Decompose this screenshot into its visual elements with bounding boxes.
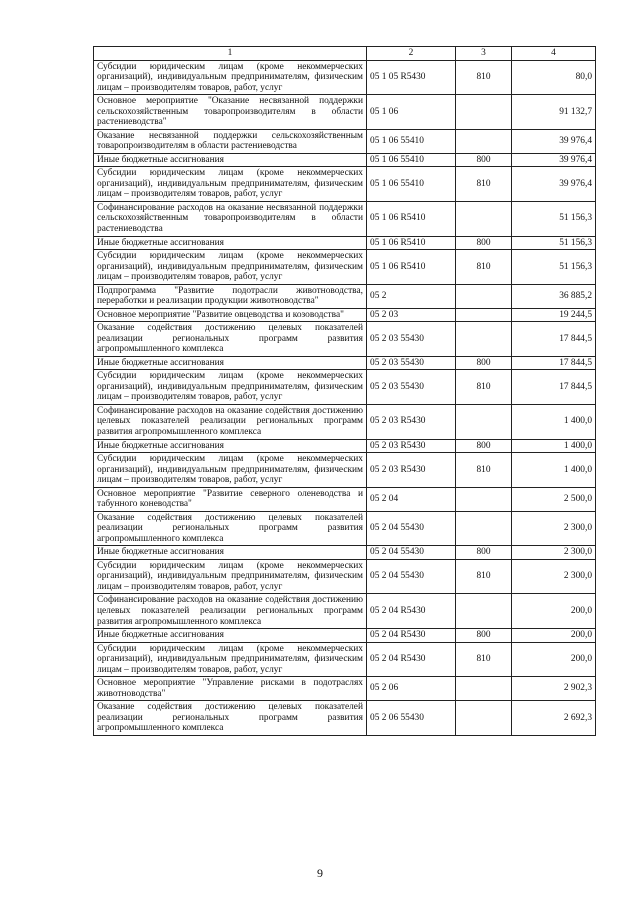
row-type-cell: 810 — [456, 370, 512, 405]
row-type-cell: 800 — [456, 236, 512, 250]
row-code-cell: 05 2 04 R5430 — [367, 594, 456, 629]
row-sum-cell: 200,0 — [512, 629, 596, 643]
row-code-cell: 05 2 04 55430 — [367, 546, 456, 560]
table-row — [94, 356, 596, 370]
table-row — [94, 453, 596, 488]
row-type-cell: 810 — [456, 250, 512, 285]
row-sum-cell: 1 400,0 — [512, 453, 596, 488]
row-sum-cell: 200,0 — [512, 594, 596, 629]
row-type-cell: 810 — [456, 60, 512, 95]
row-name-cell: Иные бюджетные ассигнования — [94, 236, 367, 250]
row-code-cell: 05 1 06 R5410 — [367, 250, 456, 285]
row-sum-cell: 17 844,5 — [512, 370, 596, 405]
row-sum-cell: 39 976,4 — [512, 167, 596, 202]
row-name-cell: Подпрограмма "Развитие подотрасли животноводства, переработки и реализации продукции животноводства" — [94, 284, 367, 308]
row-sum-cell: 17 844,5 — [512, 356, 596, 370]
row-name-cell: Основное мероприятие "Управление рисками в подотраслях животноводства" — [94, 677, 367, 701]
page-number: 9 — [317, 866, 323, 880]
row-type-cell: 810 — [456, 167, 512, 202]
row-code-cell: 05 2 03 55430 — [367, 370, 456, 405]
row-sum-cell: 51 156,3 — [512, 250, 596, 285]
row-type-cell: 800 — [456, 356, 512, 370]
row-code-cell: 05 2 03 R5430 — [367, 439, 456, 453]
row-type-cell — [456, 201, 512, 236]
row-type-cell: 800 — [456, 439, 512, 453]
table-row — [94, 60, 596, 95]
row-type-cell: 810 — [456, 559, 512, 594]
row-name-cell: Софинансирование расходов на оказание содействия достижению целевых показателей реализации региональных программ развития агропромышленного комплекса — [94, 594, 367, 629]
table-row — [94, 642, 596, 677]
row-sum-cell: 39 976,4 — [512, 153, 596, 167]
row-sum-cell: 2 500,0 — [512, 487, 596, 511]
table-row — [94, 594, 596, 629]
row-name-cell: Софинансирование расходов на оказание несвязанной поддержки сельскохозяйственным товаропроизводителям в области растениеводства — [94, 201, 367, 236]
row-code-cell: 05 2 03 55430 — [367, 322, 456, 357]
row-type-cell — [456, 322, 512, 357]
row-code-cell: 05 1 06 55410 — [367, 129, 456, 153]
table-row — [94, 511, 596, 546]
table-row — [94, 559, 596, 594]
row-name-cell: Иные бюджетные ассигнования — [94, 546, 367, 560]
table-row — [94, 236, 596, 250]
row-name-cell: Основное мероприятие "Развитие овцеводства и козоводства" — [94, 308, 367, 322]
header-cell: 1 — [94, 47, 367, 61]
row-code-cell: 05 2 04 — [367, 487, 456, 511]
row-sum-cell: 200,0 — [512, 642, 596, 677]
row-sum-cell: 19 244,5 — [512, 308, 596, 322]
table-header-row — [94, 47, 596, 61]
row-name-cell: Иные бюджетные ассигнования — [94, 153, 367, 167]
row-name-cell: Иные бюджетные ассигнования — [94, 356, 367, 370]
row-type-cell — [456, 404, 512, 439]
table-row — [94, 308, 596, 322]
table-row — [94, 201, 596, 236]
table-row — [94, 153, 596, 167]
row-type-cell: 800 — [456, 153, 512, 167]
row-sum-cell: 80,0 — [512, 60, 596, 95]
row-sum-cell: 36 885,2 — [512, 284, 596, 308]
table-row — [94, 129, 596, 153]
row-type-cell — [456, 95, 512, 130]
row-code-cell: 05 2 06 55430 — [367, 701, 456, 736]
row-code-cell: 05 2 03 R5430 — [367, 404, 456, 439]
table-row — [94, 487, 596, 511]
row-sum-cell: 51 156,3 — [512, 201, 596, 236]
header-cell: 3 — [456, 47, 512, 61]
table-row — [94, 250, 596, 285]
table-row — [94, 370, 596, 405]
row-code-cell: 05 1 05 R5430 — [367, 60, 456, 95]
row-code-cell: 05 1 06 R5410 — [367, 236, 456, 250]
row-type-cell — [456, 129, 512, 153]
row-sum-cell: 2 692,3 — [512, 701, 596, 736]
row-sum-cell: 2 300,0 — [512, 546, 596, 560]
row-name-cell: Софинансирование расходов на оказание содействия достижению целевых показателей реализации региональных программ развития агропромышленного комплекса — [94, 404, 367, 439]
row-code-cell: 05 1 06 55410 — [367, 167, 456, 202]
row-sum-cell: 2 300,0 — [512, 511, 596, 546]
table-row — [94, 167, 596, 202]
row-name-cell: Оказание содействия достижению целевых показателей реализации региональных программ развития агропромышленного комплекса — [94, 511, 367, 546]
row-name-cell: Оказание несвязанной поддержки сельскохозяйственным товаропроизводителям в области растениеводства — [94, 129, 367, 153]
row-type-cell: 800 — [456, 546, 512, 560]
row-code-cell: 05 2 03 55430 — [367, 356, 456, 370]
row-name-cell: Субсидии юридическим лицам (кроме некоммерческих организаций), индивидуальным предпринимателям, физическим лицам – производителям товаров, работ, услуг — [94, 250, 367, 285]
row-sum-cell: 51 156,3 — [512, 236, 596, 250]
row-sum-cell: 17 844,5 — [512, 322, 596, 357]
budget-table-body — [94, 47, 596, 736]
row-name-cell: Субсидии юридическим лицам (кроме некоммерческих организаций), индивидуальным предпринимателям, физическим лицам – производителям товаров, работ, услуг — [94, 559, 367, 594]
row-type-cell — [456, 511, 512, 546]
row-type-cell: 810 — [456, 642, 512, 677]
row-type-cell: 810 — [456, 453, 512, 488]
row-name-cell: Субсидии юридическим лицам (кроме некоммерческих организаций), индивидуальным предпринимателям, физическим лицам – производителям товаров, работ, услуг — [94, 453, 367, 488]
table-row — [94, 284, 596, 308]
row-type-cell — [456, 308, 512, 322]
table-row — [94, 546, 596, 560]
header-cell: 4 — [512, 47, 596, 61]
table-row — [94, 701, 596, 736]
row-code-cell: 05 1 06 55410 — [367, 153, 456, 167]
budget-table — [93, 46, 596, 736]
table-row — [94, 439, 596, 453]
row-type-cell — [456, 701, 512, 736]
row-code-cell: 05 2 04 R5430 — [367, 642, 456, 677]
row-code-cell: 05 1 06 — [367, 95, 456, 130]
row-name-cell: Субсидии юридическим лицам (кроме некоммерческих организаций), индивидуальным предпринимателям, физическим лицам – производителям товаров, работ, услуг — [94, 370, 367, 405]
row-code-cell: 05 2 04 55430 — [367, 559, 456, 594]
row-name-cell: Основное мероприятие "Оказание несвязанной поддержки сельскохозяйственным товаропроизводителям в области растениеводства" — [94, 95, 367, 130]
row-code-cell: 05 2 03 R5430 — [367, 453, 456, 488]
row-name-cell: Иные бюджетные ассигнования — [94, 439, 367, 453]
row-sum-cell: 39 976,4 — [512, 129, 596, 153]
row-sum-cell: 1 400,0 — [512, 439, 596, 453]
header-cell: 2 — [367, 47, 456, 61]
table-row — [94, 677, 596, 701]
row-name-cell: Субсидии юридическим лицам (кроме некоммерческих организаций), индивидуальным предпринимателям, физическим лицам – производителям товаров, работ, услуг — [94, 60, 367, 95]
table-row — [94, 95, 596, 130]
row-type-cell — [456, 677, 512, 701]
row-name-cell: Оказание содействия достижению целевых показателей реализации региональных программ развития агропромышленного комплекса — [94, 322, 367, 357]
row-type-cell — [456, 284, 512, 308]
row-sum-cell: 1 400,0 — [512, 404, 596, 439]
row-name-cell: Иные бюджетные ассигнования — [94, 629, 367, 643]
table-row — [94, 629, 596, 643]
row-code-cell: 05 2 — [367, 284, 456, 308]
row-sum-cell: 2 300,0 — [512, 559, 596, 594]
row-type-cell — [456, 594, 512, 629]
row-name-cell: Субсидии юридическим лицам (кроме некоммерческих организаций), индивидуальным предпринимателям, физическим лицам – производителям товаров, работ, услуг — [94, 642, 367, 677]
row-name-cell: Субсидии юридическим лицам (кроме некоммерческих организаций), индивидуальным предпринимателям, физическим лицам – производителям товаров, работ, услуг — [94, 167, 367, 202]
row-sum-cell: 91 132,7 — [512, 95, 596, 130]
row-code-cell: 05 2 06 — [367, 677, 456, 701]
row-type-cell — [456, 487, 512, 511]
table-row — [94, 322, 596, 357]
row-code-cell: 05 2 03 — [367, 308, 456, 322]
row-sum-cell: 2 902,3 — [512, 677, 596, 701]
row-name-cell: Основное мероприятие "Развитие северного оленеводства и табунного коневодства" — [94, 487, 367, 511]
row-type-cell: 800 — [456, 629, 512, 643]
row-code-cell: 05 2 04 R5430 — [367, 629, 456, 643]
row-code-cell: 05 1 06 R5410 — [367, 201, 456, 236]
row-name-cell: Оказание содействия достижению целевых показателей реализации региональных программ развития агропромышленного комплекса — [94, 701, 367, 736]
table-row — [94, 404, 596, 439]
row-code-cell: 05 2 04 55430 — [367, 511, 456, 546]
